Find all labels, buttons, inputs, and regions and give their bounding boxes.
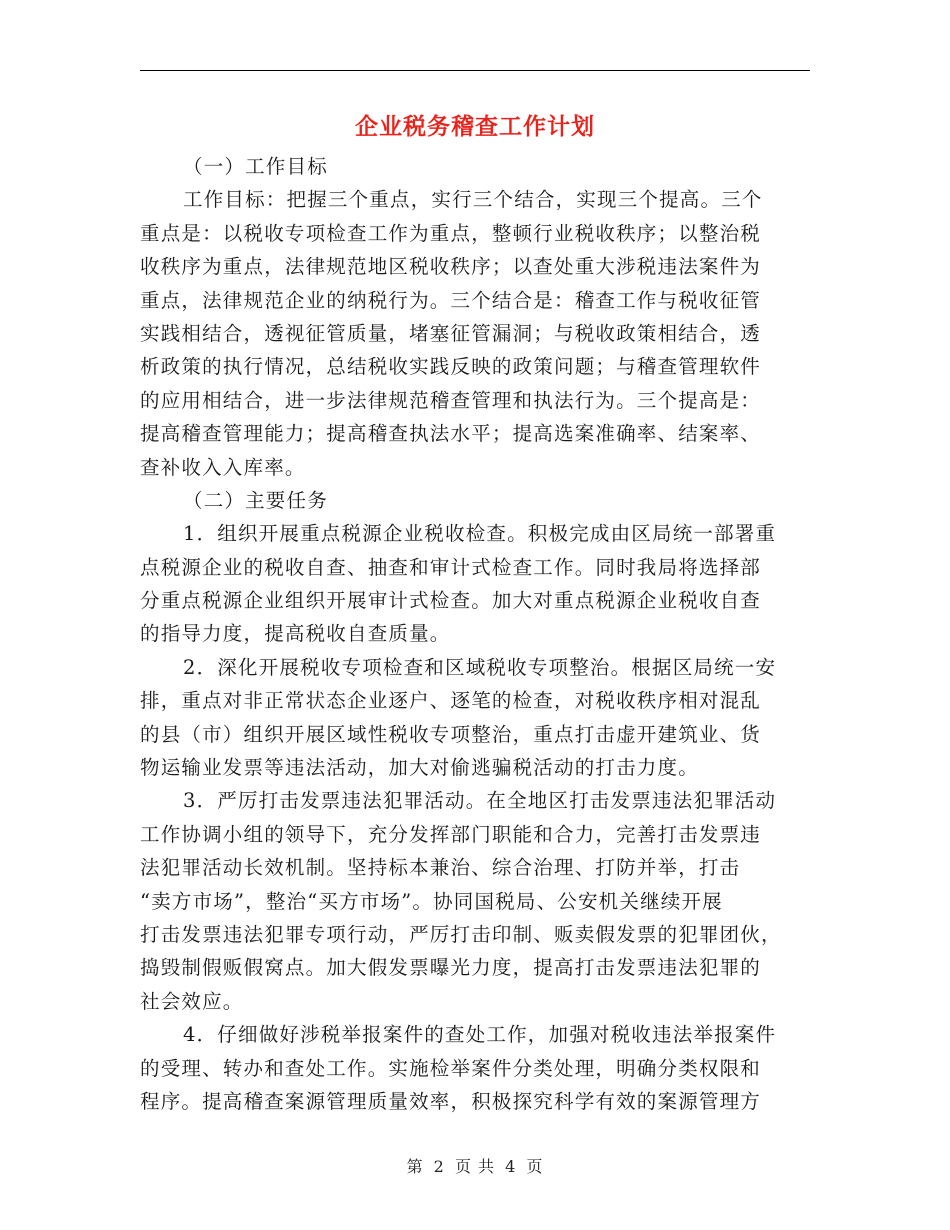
text-line: （一）工作目标: [183, 155, 328, 178]
text-line: 的县（市）组织开展区域性税收专项整治，重点打击虚开建筑业、货: [140, 722, 762, 746]
text-line: 工作协调小组的领导下，充分发挥部门职能和合力，完善打击发票违: [140, 822, 762, 846]
text-line: 析政策的执行情况，总结税收实践反映的政策问题；与稽查管理软件: [140, 355, 762, 379]
text-line: 的指导力度，提高税收自查质量。: [140, 622, 451, 646]
document-body: [140, 150, 812, 1118]
text-line: 打击发票违法犯罪专项行动，严厉打击印制、贩卖假发票的犯罪团伙，: [140, 922, 782, 946]
text-line: 物运输业发票等违法活动，加大对偷逃骗税活动的打击力度。: [140, 756, 699, 780]
text-line: 重点是：以税收专项检查工作为重点，整顿行业税收秩序；以整治税: [140, 221, 762, 245]
text-line: 捣毁制假贩假窝点。加大假发票曝光力度，提高打击发票违法犯罪的: [140, 956, 762, 980]
header-rule: [140, 70, 810, 71]
text-line: 法犯罪活动长效机制。坚持标本兼治、综合治理、打防并举，打击: [140, 856, 741, 880]
text-line: 点税源企业的税收自查、抽查和审计式检查工作。同时我局将选择部: [140, 555, 762, 579]
text-line: 重点，法律规范企业的纳税行为。三个结合是：稽查工作与税收征管: [140, 288, 762, 312]
footer-prefix: 第: [406, 1157, 424, 1176]
text-line: 工作目标：把握三个重点，实行三个结合，实现三个提高。三个: [183, 188, 763, 212]
page-footer: [0, 1154, 950, 1177]
text-line: 查补收入入库率。: [140, 455, 306, 479]
text-line: 排，重点对非正常状态企业逐户、逐笔的检查，对税收秩序相对混乱: [140, 689, 762, 713]
text-line: 程序。提高稽查案源管理质量效率，积极探究科学有效的案源管理方: [140, 1089, 762, 1113]
text-line: 1．组织开展重点税源企业税收检查。积极完成由区局统一部署重: [183, 522, 777, 546]
current-page-number: 2: [433, 1157, 445, 1176]
text-line: “卖方市场”，整治“买方市场”。协同国税局、公安机关继续开展: [140, 889, 723, 913]
text-line: 的受理、转办和查处工作。实施检举案件分类处理，明确分类权限和: [140, 1056, 762, 1080]
total-page-count: 4: [505, 1157, 517, 1176]
text-line: 提高稽查管理能力；提高稽查执法水平；提高选案准确率、结案率、: [140, 422, 762, 446]
text-line: 社会效应。: [140, 989, 244, 1013]
footer-suffix: 页: [526, 1157, 544, 1176]
text-line: 收秩序为重点，法律规范地区税收秩序；以查处重大涉税违法案件为: [140, 255, 762, 279]
document-title: 企业税务稽查工作计划: [355, 113, 595, 140]
text-line: 4．仔细做好涉税举报案件的查处工作，加强对税收违法举报案件: [183, 1023, 777, 1047]
text-line: 2．深化开展税收专项检查和区域税收专项整治。根据区局统一安: [183, 655, 777, 679]
text-line: 实践相结合，透视征管质量，堵塞征管漏洞；与税收政策相结合，透: [140, 321, 762, 345]
footer-middle: 页 共: [454, 1157, 496, 1176]
text-line: 分重点税源企业组织开展审计式检查。加大对重点税源企业税收自查: [140, 589, 762, 613]
text-line: 的应用相结合，进一步法律规范稽查管理和执法行为。三个提高是：: [140, 388, 762, 412]
text-line: 3．严厉打击发票违法犯罪活动。在全地区打击发票违法犯罪活动: [183, 789, 777, 813]
text-line: （二）主要任务: [183, 488, 328, 512]
